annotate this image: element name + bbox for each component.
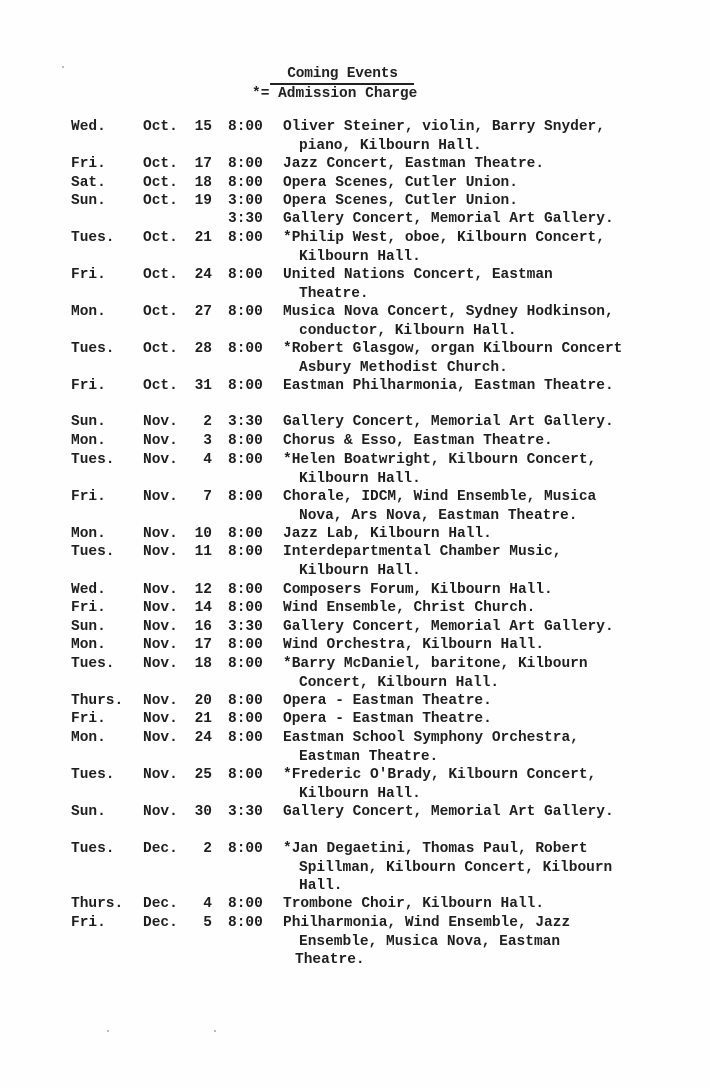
event-description-line: Opera - Eastman Theatre. [283, 711, 492, 727]
event-description-line: *Barry McDaniel, baritone, Kilbourn [283, 656, 588, 672]
event-description [283, 655, 663, 692]
event-time: 8:00 [228, 544, 263, 560]
event-date: 14 [194, 600, 212, 616]
event-time: 8:00 [228, 341, 263, 357]
event-date: 10 [194, 526, 212, 542]
event-time: 8:00 [228, 304, 263, 320]
event-time: 3:00 [228, 193, 263, 209]
event-month: Nov. [143, 804, 178, 820]
event-date: 17 [194, 637, 212, 653]
event-description [283, 303, 663, 340]
event-description-line: Nova, Ars Nova, Eastman Theatre. [299, 507, 578, 524]
event-description-line: conductor, Kilbourn Hall. [299, 322, 517, 339]
event-description [283, 766, 663, 803]
event-description [283, 525, 663, 544]
event-description [283, 895, 663, 914]
event-month: Oct. [143, 378, 178, 394]
event-description-line: United Nations Concert, Eastman [283, 267, 553, 283]
event-description-line: Jazz Concert, Eastman Theatre. [283, 156, 545, 172]
event-month: Nov. [143, 693, 178, 709]
event-month: Nov. [143, 730, 178, 746]
event-description-line: Eastman Philharmonia, Eastman Theatre. [283, 378, 614, 394]
event-description [283, 432, 663, 451]
event-description-line: Asbury Methodist Church. [299, 359, 508, 376]
event-time: 8:00 [228, 896, 263, 912]
event-description-line: Theatre. [295, 952, 365, 968]
event-date: 4 [203, 452, 212, 468]
event-description [283, 729, 663, 766]
event-description [283, 599, 663, 618]
event-description [283, 914, 663, 970]
event-month: Nov. [143, 526, 178, 542]
event-description-line: *Helen Boatwright, Kilbourn Concert, [283, 452, 597, 468]
scan-speck [107, 1030, 109, 1032]
event-description-line: Eastman Theatre. [299, 748, 439, 765]
admission-legend: *= Admission Charge [252, 86, 418, 102]
event-description-line: *Robert Glasgow, organ Kilbourn Concert [283, 341, 623, 357]
event-description-line: Theatre. [299, 285, 369, 302]
scan-speck [214, 1030, 216, 1032]
event-description [283, 340, 663, 377]
event-time: 3:30 [228, 804, 263, 820]
event-time: 8:00 [228, 175, 263, 191]
event-time: 3:30 [228, 211, 263, 227]
event-date: 21 [194, 230, 212, 246]
event-day: Fri. [71, 600, 106, 616]
event-description-line: Trombone Choir, Kilbourn Hall. [283, 896, 545, 912]
event-description [283, 618, 663, 637]
event-month: Nov. [143, 489, 178, 505]
event-description [283, 803, 663, 822]
event-description-line: *Frederic O'Brady, Kilbourn Concert, [283, 767, 597, 783]
event-description-line: Interdepartmental Chamber Music, [283, 544, 562, 560]
event-description [283, 155, 663, 174]
event-day: Tues. [71, 452, 115, 468]
event-time: 8:00 [228, 526, 263, 542]
event-month: Oct. [143, 230, 178, 246]
event-day: Fri. [71, 711, 106, 727]
event-time: 8:00 [228, 711, 263, 727]
event-month: Nov. [143, 433, 178, 449]
event-month: Nov. [143, 656, 178, 672]
event-description-line: Opera - Eastman Theatre. [283, 693, 492, 709]
event-time: 8:00 [228, 767, 263, 783]
page-title: Coming Events [287, 66, 398, 82]
event-time: 8:00 [228, 637, 263, 653]
event-day: Tues. [71, 341, 115, 357]
event-time: 8:00 [228, 693, 263, 709]
event-description [283, 229, 663, 266]
event-day: Sun. [71, 193, 106, 209]
event-date: 3 [203, 433, 212, 449]
event-time: 8:00 [228, 656, 263, 672]
event-date: 24 [194, 730, 212, 746]
event-date: 2 [203, 414, 212, 430]
event-description-line: Wind Ensemble, Christ Church. [283, 600, 536, 616]
event-time: 8:00 [228, 489, 263, 505]
event-day: Fri. [71, 489, 106, 505]
event-day: Mon. [71, 730, 106, 746]
event-description-line: Wind Orchestra, Kilbourn Hall. [283, 637, 545, 653]
event-date: 18 [194, 175, 212, 191]
event-day: Mon. [71, 433, 106, 449]
event-month: Dec. [143, 841, 178, 857]
event-description-line: Opera Scenes, Cutler Union. [283, 193, 518, 209]
event-description [283, 710, 663, 729]
event-date: 21 [194, 711, 212, 727]
event-date: 18 [194, 656, 212, 672]
event-day: Fri. [71, 915, 106, 931]
event-date: 2 [203, 841, 212, 857]
event-description-line: *Philip West, oboe, Kilbourn Concert, [283, 230, 605, 246]
event-description-line: Ensemble, Musica Nova, Eastman [299, 933, 561, 950]
event-day: Mon. [71, 526, 106, 542]
event-date: 15 [194, 119, 212, 135]
event-day: Tues. [71, 656, 115, 672]
event-day: Sun. [71, 619, 106, 635]
event-description [283, 266, 663, 303]
event-description-line: Kilbourn Hall. [299, 470, 421, 487]
event-month: Nov. [143, 414, 178, 430]
event-description-line: *Jan Degaetini, Thomas Paul, Robert [283, 841, 588, 857]
event-day: Tues. [71, 544, 115, 560]
event-day: Sat. [71, 175, 106, 191]
event-description-line: Opera Scenes, Cutler Union. [283, 175, 518, 191]
event-date: 24 [194, 267, 212, 283]
event-month: Oct. [143, 304, 178, 320]
event-day: Sun. [71, 414, 106, 430]
event-description [283, 543, 663, 580]
event-month: Nov. [143, 600, 178, 616]
event-time: 8:00 [228, 915, 263, 931]
event-month: Nov. [143, 767, 178, 783]
event-day: Mon. [71, 637, 106, 653]
event-time: 8:00 [228, 156, 263, 172]
event-month: Oct. [143, 156, 178, 172]
event-month: Nov. [143, 637, 178, 653]
event-day: Fri. [71, 267, 106, 283]
event-description-line: Musica Nova Concert, Sydney Hodkinson, [283, 304, 614, 320]
event-day: Fri. [71, 378, 106, 394]
event-month: Nov. [143, 452, 178, 468]
event-day: Thurs. [71, 693, 124, 709]
event-description-line: Jazz Lab, Kilbourn Hall. [283, 526, 492, 542]
event-date: 20 [194, 693, 212, 709]
event-date: 5 [203, 915, 212, 931]
event-month: Nov. [143, 619, 178, 635]
event-month: Dec. [143, 915, 178, 931]
event-description [283, 210, 663, 229]
event-time: 8:00 [228, 841, 263, 857]
event-description-line: Spillman, Kilbourn Concert, Kilbourn [299, 859, 613, 876]
title-underline [270, 83, 414, 85]
event-date: 25 [194, 767, 212, 783]
event-description-line: Composers Forum, Kilbourn Hall. [283, 582, 553, 598]
event-description [283, 413, 663, 432]
event-month: Nov. [143, 711, 178, 727]
event-date: 11 [194, 544, 212, 560]
event-time: 8:00 [228, 378, 263, 394]
event-time: 8:00 [228, 582, 263, 598]
event-date: 7 [203, 489, 212, 505]
event-date: 12 [194, 582, 212, 598]
event-day: Tues. [71, 841, 115, 857]
event-day: Wed. [71, 582, 106, 598]
event-day: Thurs. [71, 896, 124, 912]
event-month: Dec. [143, 896, 178, 912]
event-description-line: Kilbourn Hall. [299, 562, 421, 579]
event-day: Mon. [71, 304, 106, 320]
event-date: 30 [194, 804, 212, 820]
event-date: 19 [194, 193, 212, 209]
event-month: Nov. [143, 582, 178, 598]
event-month: Oct. [143, 193, 178, 209]
event-date: 27 [194, 304, 212, 320]
event-time: 3:30 [228, 414, 263, 430]
event-description-line: Hall. [299, 878, 343, 894]
event-description-line: Oliver Steiner, violin, Barry Snyder, [283, 119, 605, 135]
event-month: Oct. [143, 267, 178, 283]
event-description [283, 636, 663, 655]
event-month: Oct. [143, 175, 178, 191]
event-date: 4 [203, 896, 212, 912]
event-day: Sun. [71, 804, 106, 820]
event-description-line: Gallery Concert, Memorial Art Gallery. [283, 619, 614, 635]
event-description-line: Gallery Concert, Memorial Art Gallery. [283, 804, 614, 820]
event-description [283, 174, 663, 193]
event-date: 16 [194, 619, 212, 635]
event-date: 28 [194, 341, 212, 357]
event-time: 8:00 [228, 267, 263, 283]
event-month: Oct. [143, 119, 178, 135]
event-time: 8:00 [228, 433, 263, 449]
event-time: 8:00 [228, 119, 263, 135]
event-description-line: Chorale, IDCM, Wind Ensemble, Musica [283, 489, 597, 505]
event-description-line: Chorus & Esso, Eastman Theatre. [283, 433, 553, 449]
event-time: 8:00 [228, 230, 263, 246]
event-month: Oct. [143, 341, 178, 357]
scan-speck [62, 66, 64, 68]
event-description-line: piano, Kilbourn Hall. [299, 137, 482, 154]
event-description-line: Kilbourn Hall. [299, 785, 421, 802]
event-description-line: Philharmonia, Wind Ensemble, Jazz [283, 915, 571, 931]
event-day: Fri. [71, 156, 106, 172]
event-description [283, 192, 663, 211]
event-description-line: Gallery Concert, Memorial Art Gallery. [283, 414, 614, 430]
event-description [283, 118, 663, 155]
event-description-line: Concert, Kilbourn Hall. [299, 674, 500, 691]
event-description [283, 377, 663, 396]
event-description [283, 451, 663, 488]
event-description [283, 840, 663, 896]
event-time: 3:30 [228, 619, 263, 635]
event-description [283, 488, 663, 525]
event-description [283, 581, 663, 600]
event-date: 31 [194, 378, 212, 394]
event-time: 8:00 [228, 730, 263, 746]
event-day: Tues. [71, 767, 115, 783]
event-description-line: Kilbourn Hall. [299, 248, 421, 265]
event-description-line: Eastman School Symphony Orchestra, [283, 730, 579, 746]
event-description [283, 692, 663, 711]
event-time: 8:00 [228, 600, 263, 616]
event-day: Wed. [71, 119, 106, 135]
event-description-line: Gallery Concert, Memorial Art Gallery. [283, 211, 614, 227]
event-date: 17 [194, 156, 212, 172]
event-time: 8:00 [228, 452, 263, 468]
event-day: Tues. [71, 230, 115, 246]
event-month: Nov. [143, 544, 178, 560]
